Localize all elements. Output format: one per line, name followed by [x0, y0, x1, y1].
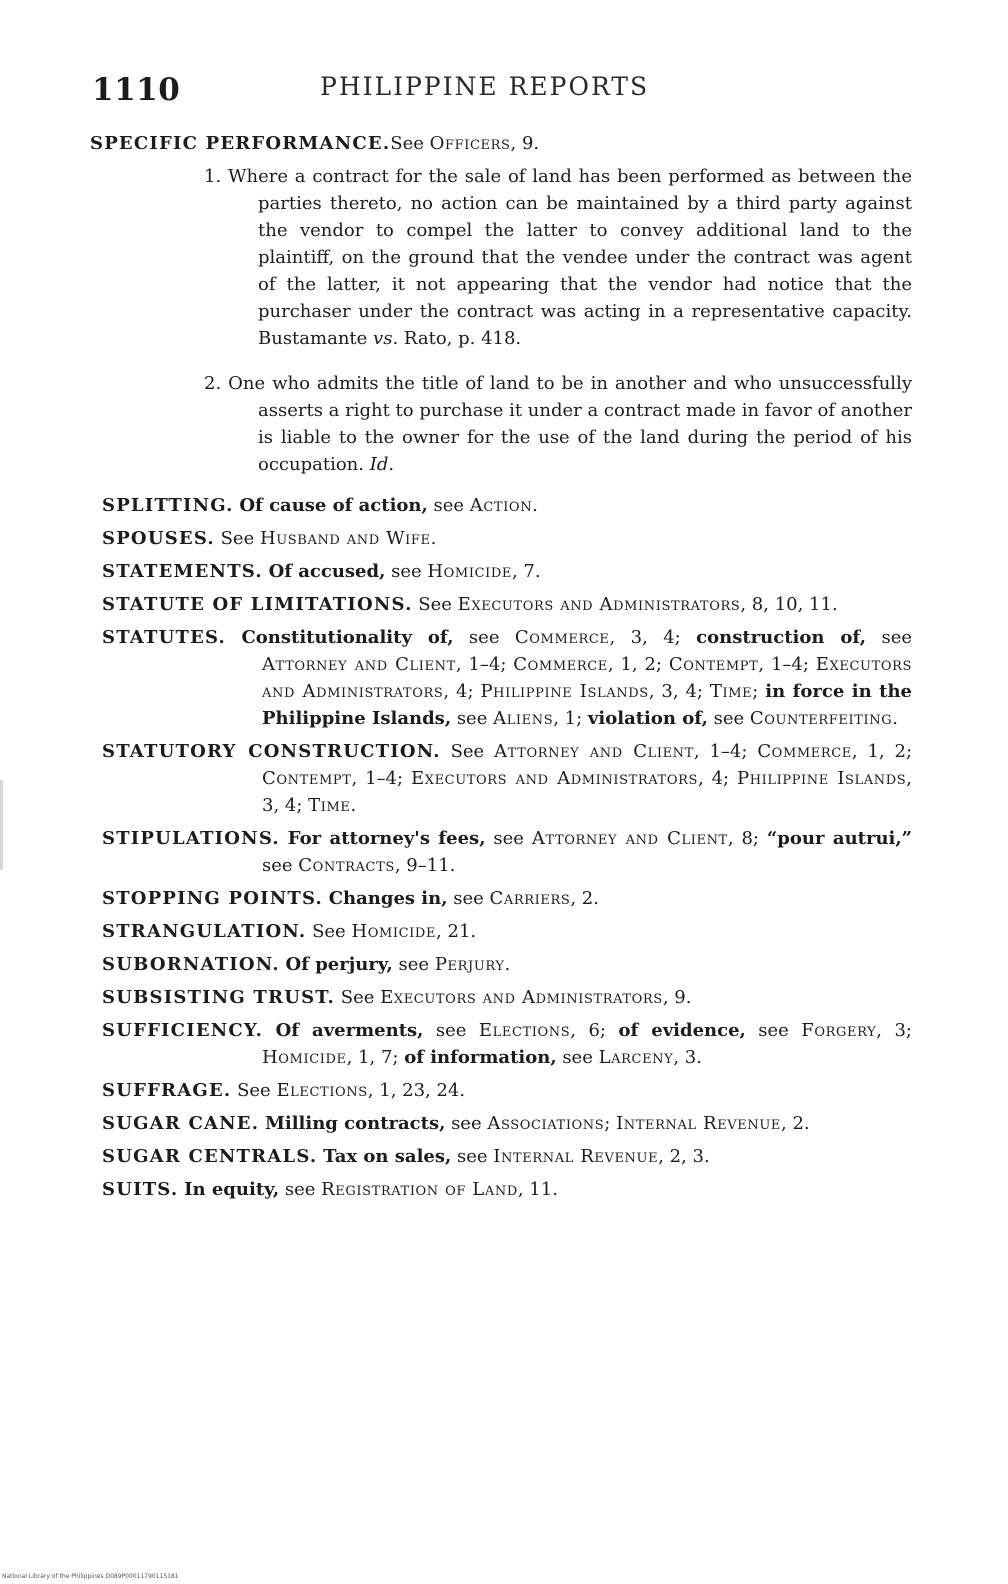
headword: SUFFICIENCY. [102, 1020, 264, 1041]
index-entry: STATUTORY CONSTRUCTION. See Attorney and Client, 1–4; Commerce, 1, 2; Contempt, 1–4; Executors and Administrators, 4; Philippine Islands, 3, 4; Time. [102, 741, 913, 816]
index-entry: SPOUSES. See Husband and Wife. [102, 528, 437, 549]
page-number: 1110 [92, 72, 181, 108]
index-entry: STATEMENTS. Of accused, see Homicide, 7. [102, 561, 541, 582]
cross-reference: Husband and Wife [259, 528, 431, 549]
headword: SPLITTING. [102, 495, 234, 516]
headword: SUBORNATION. [102, 954, 280, 975]
index-entries [92, 130, 912, 1209]
headword: STRANGULATION. [102, 921, 307, 942]
headword: SUITS. [102, 1179, 179, 1200]
headword: SUFFRAGE. [102, 1080, 232, 1101]
index-entry: SUBORNATION. Of perjury, see Perjury. [102, 954, 511, 975]
index-entry: STATUTE OF LIMITATIONS. See Executors and Administrators, 8, 10, 11. [102, 594, 838, 615]
index-entry: SUFFRAGE. See Elections, 1, 23, 24. [102, 1080, 466, 1101]
numbered-paragraph: 1. Where a contract for the sale of land has been performed as between the parties thereto, no action can be maintained by a third party against the vendor to compel the latter to convey additional land to the plaintiff, on the ground that the vendee under the contract was agent of the latter, it not appearing that the vendor had notice that the purchaser under the contract was acting in a representative capacity. Bustamante vs. Rato, p. 418. [204, 166, 912, 349]
headword: SUBSISTING TRUST. [102, 987, 336, 1008]
index-entry: STOPPING POINTS. Changes in, see Carriers, 2. [102, 888, 599, 909]
index-entry: SUBSISTING TRUST. See Executors and Administrators, 9. [102, 987, 692, 1008]
index-entry: SUGAR CANE. Milling contracts, see Associations; Internal Revenue, 2. [102, 1113, 810, 1134]
headword: SUGAR CANE. [102, 1113, 260, 1134]
index-entry: SPECIFIC PERFORMANCE.See Officers, 9. [90, 133, 540, 154]
scan-shadow [0, 780, 3, 870]
cross-reference: Executors and Administrators [457, 594, 741, 615]
scan-footer: National Library of the Philippines D089P00011790115181 [2, 1573, 179, 1580]
numbered-paragraph: 2. One who admits the title of land to be in another and who unsuccessfully asserts a right to purchase it under a contract made in favor of another is liable to the owner for the use of the land during the period of his occupation. Id. [204, 373, 912, 475]
headword: STATUTORY CONSTRUCTION. [102, 741, 441, 762]
headword: SUGAR CENTRALS. [102, 1146, 318, 1167]
running-title: PHILIPPINE REPORTS [320, 72, 650, 101]
cross-reference: Action [469, 495, 533, 516]
headword: STATUTE OF LIMITATIONS. [102, 594, 413, 615]
headword: STATEMENTS. [102, 561, 263, 582]
index-entry: STIPULATIONS. For attorney's fees, see Attorney and Client, 8; “pour autrui,” see Contracts, 9–11. [102, 828, 912, 876]
index-entry: SPLITTING. Of cause of action, see Action. [102, 495, 538, 516]
index-entry: SUFFICIENCY. Of averments, see Elections, 6; of evidence, see Forgery, 3; Homicide, 1, 7; of information, see Larceny, 3. [102, 1020, 912, 1068]
index-entry: STRANGULATION. See Homicide, 21. [102, 921, 477, 942]
headword: SPECIFIC PERFORMANCE. [90, 133, 391, 154]
index-entry: SUITS. In equity, see Registration of Land, 11. [102, 1179, 558, 1200]
headword: STIPULATIONS. [102, 828, 280, 849]
cross-reference: Officers [429, 133, 511, 154]
headword: STATUTES. [102, 627, 227, 648]
cross-reference: Homicide [427, 561, 512, 582]
index-entry: STATUTES. Constitutionality of, see Commerce, 3, 4; construction of, see Attorney and Client, 1–4; Commerce, 1, 2; Contempt, 1–4; Executors and Administrators, 4; Philippine Islands, 3, 4; Time; in force in the Philippine Islands, see Aliens, 1; violation of, see Counterfeiting. [102, 627, 912, 729]
headword: SPOUSES. [102, 528, 215, 549]
page-header [92, 68, 932, 118]
headword: STOPPING POINTS. [102, 888, 323, 909]
index-entry: SUGAR CENTRALS. Tax on sales, see Internal Revenue, 2, 3. [102, 1146, 710, 1167]
